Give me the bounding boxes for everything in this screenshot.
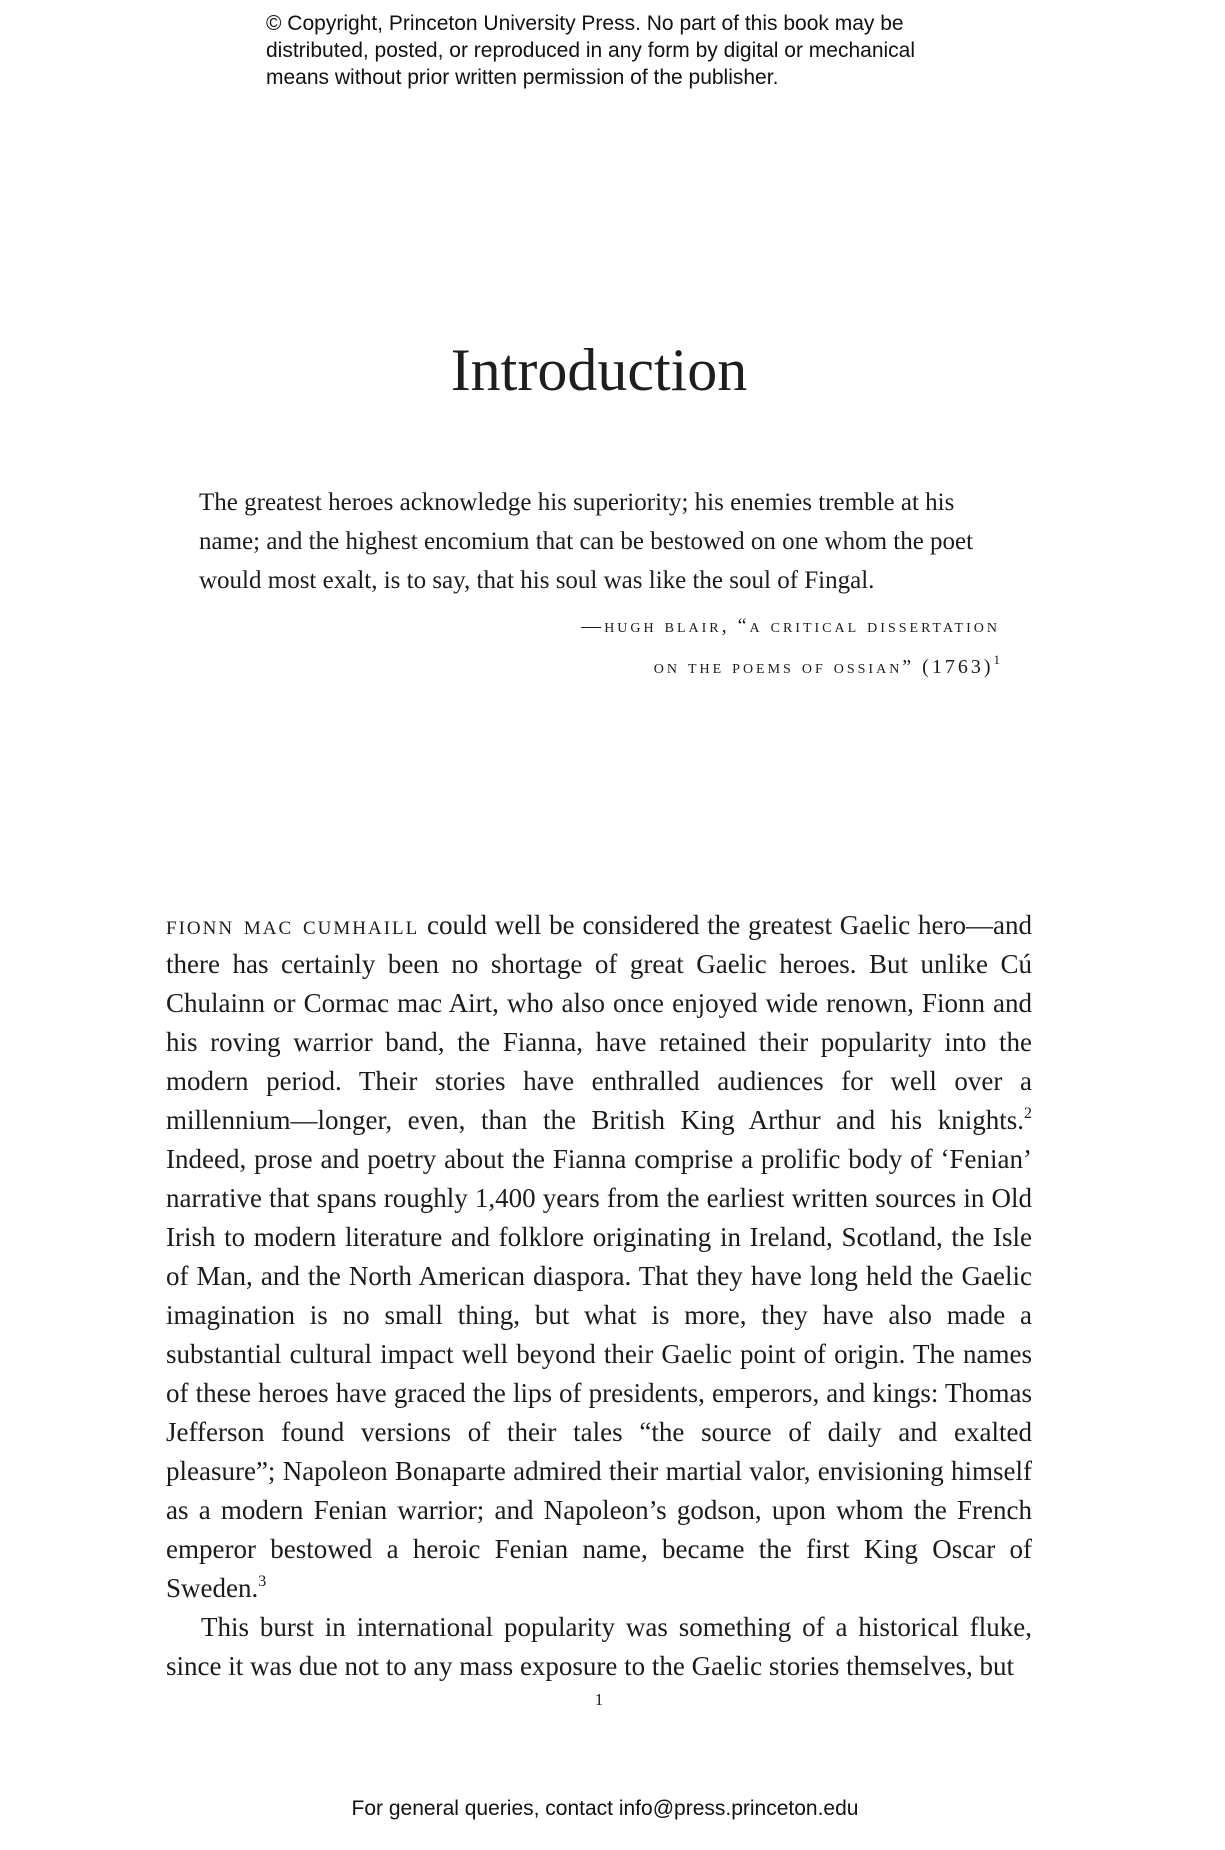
attribution-line: —hugh blair, “a critical dissertation [581,615,1000,637]
paragraph-text: Indeed, prose and poetry about the Fianna comprise a prolific body of ‘Fenian’ narrative that spans roughly 1,400 years from the earliest written sources in Old Irish to modern literature and folklore originating in Ireland, Scotland, the Isle of Man, and the North American diaspora. That they have long held the Gaelic imagination is no small thing, but what is more, they have also made a substantial cultural impact well beyond their Gaelic point of origin. The names of these heroes have graced the lips of presidents, emperors, and kings: Thomas Jefferson found versions of their tales “the source of daily and exalted pleasure”; Napoleon Bonaparte admired their martial valor, envisioning himself as a modern Fenian warrior; and Napoleon’s godson, upon whom the French emperor bestowed a heroic Fenian name, became the first King Oscar of Sweden. [166,1144,1032,1603]
copyright-line: © Copyright, Princeton University Press. No part of this book may be [266,12,904,35]
epigraph-quote: The greatest heroes acknowledge his superiority; his enemies tremble at his name; and the highest encomium that can be bestowed on one whom the poet would most exalt, is to say, that his soul was like the soul of Fingal. [199,489,974,594]
paragraph [166,906,1032,1608]
chapter-title: Introduction [450,337,748,403]
body-text [166,906,1032,1686]
copyright-line: distributed, posted, or reproduced in any form by digital or mechanical [266,39,916,62]
lead-in: fionn mac cumhaill [166,910,420,940]
attribution-line [420,643,1000,684]
epigraph-attribution [420,610,1000,684]
paragraph-text: could well be considered the greatest Gaelic hero—and there has certainly been no shortage of great Gaelic heroes. But unlike Cú Chulainn or Cormac mac Airt, who also once enjoyed wide renown, Fionn and his roving warrior band, the Fianna, have retained their popularity into the modern period. Their stories have enthralled audiences for well over a millennium—longer, even, than the British King Arthur and his knights. [166,910,1032,1135]
contact-footer: For general queries, contact info@press.princeton.edu [351,1797,859,1820]
paragraph: This burst in international popularity was something of a historical fluke, since it was due not to any mass exposure to the Gaelic stories themselves, but [166,1612,1032,1681]
copyright-notice [266,10,986,91]
footnote-marker: 3 [258,1573,267,1590]
page-number: 1 [594,1690,604,1709]
footnote-marker: 2 [1024,1105,1032,1122]
copyright-line: means without prior written permission of the publisher. [266,66,779,89]
footnote-marker: 1 [993,652,1000,667]
attribution-text: on the poems of ossian” (1763) [653,656,994,678]
